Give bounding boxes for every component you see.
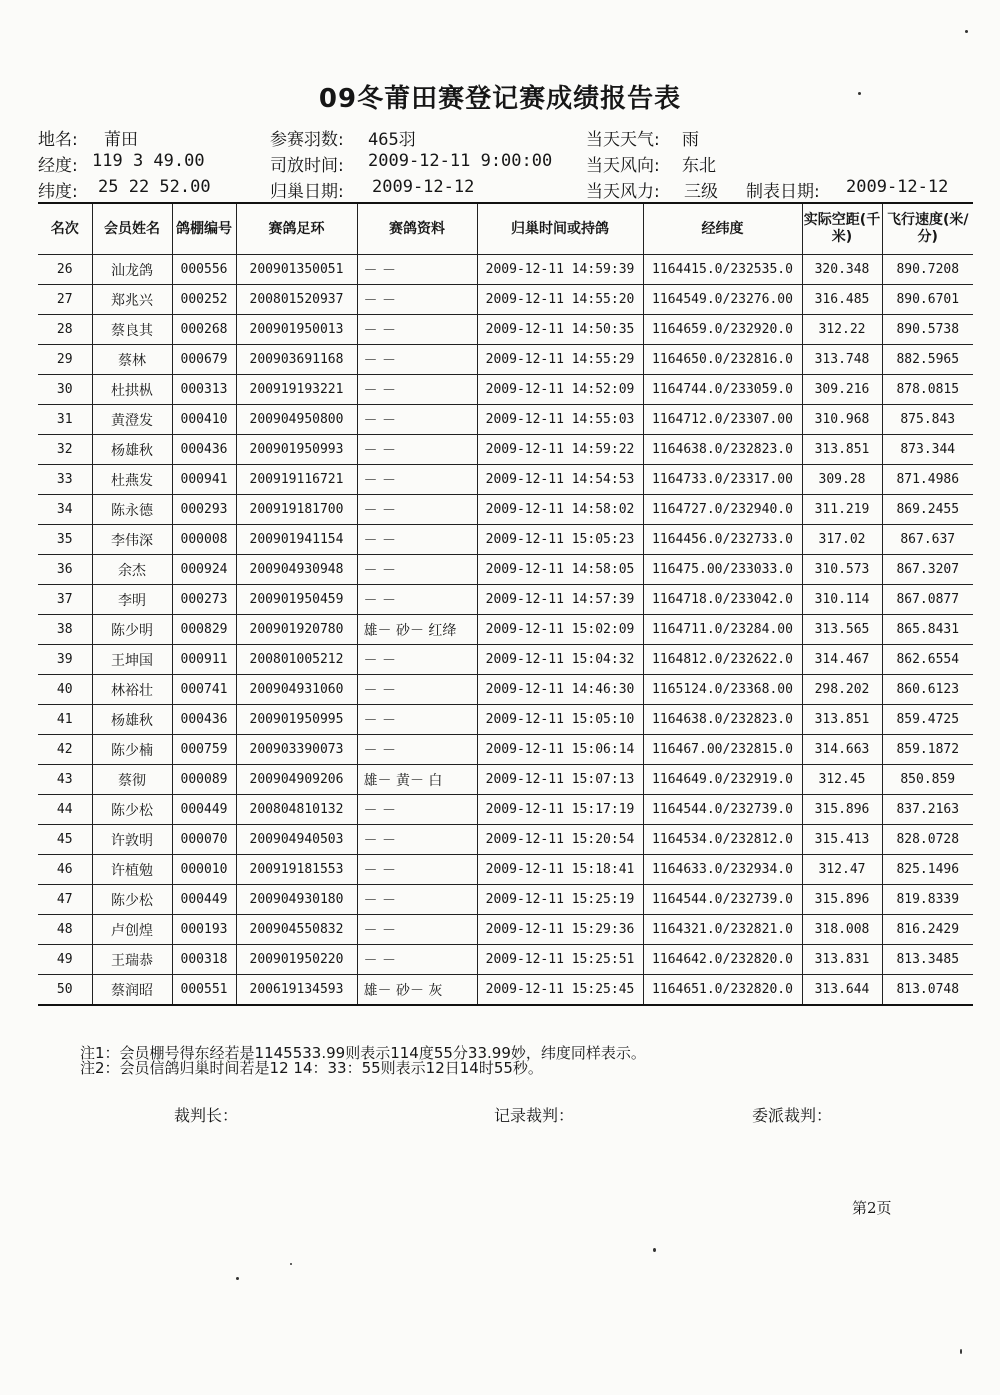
cell-member-name: 陈少明 — [92, 615, 172, 645]
made-date-value: 2009-12-12 — [846, 177, 949, 197]
cell-loft-id: 000318 — [172, 945, 236, 975]
cell-speed: 819.8339 — [882, 885, 973, 915]
cell-member-name: 卢创煌 — [92, 915, 172, 945]
return-date-value: 2009-12-12 — [372, 177, 475, 197]
cell-distance: 309.28 — [802, 465, 882, 495]
cell-loft-id: 000252 — [172, 285, 236, 315]
table-row — [38, 585, 973, 615]
cell-rank: 26 — [38, 255, 92, 285]
note-2: 注2：会员信鸽归巢时间若是12 14：33：55则表示12日14时55秒。 — [80, 1059, 543, 1077]
cell-loft-id: 000010 — [172, 855, 236, 885]
table-row — [38, 285, 973, 315]
cell-pigeon-info: － － — [357, 525, 477, 555]
col-header-coord: 经纬度 — [643, 203, 802, 255]
cell-ring-id: 200901920780 — [236, 615, 357, 645]
cell-speed: 869.2455 — [882, 495, 973, 525]
table-row — [38, 525, 973, 555]
note-1: 注1：会员棚号得东经若是1145533.99则表示114度55分33.99妙，纬度同样表示。 — [80, 1044, 646, 1062]
cell-return-time: 2009-12-11 15:20:54 — [477, 825, 643, 855]
cell-pigeon-info: － － — [357, 855, 477, 885]
cell-member-name: 杜拱枞 — [92, 375, 172, 405]
col-header-rank: 名次 — [38, 203, 92, 255]
cell-pigeon-info: － － — [357, 795, 477, 825]
cell-return-time: 2009-12-11 14:55:20 — [477, 285, 643, 315]
cell-coordinates: 1164651.0/232820.0 — [643, 975, 802, 1006]
cell-return-time: 2009-12-11 14:58:02 — [477, 495, 643, 525]
cell-rank: 50 — [38, 975, 92, 1006]
cell-coordinates: 1164650.0/232816.0 — [643, 345, 802, 375]
wind-force-value: 三级 — [684, 182, 718, 202]
release-label: 司放时间: — [270, 156, 344, 176]
cell-return-time: 2009-12-11 15:25:19 — [477, 885, 643, 915]
cell-member-name: 王坤国 — [92, 645, 172, 675]
cell-loft-id: 000941 — [172, 465, 236, 495]
cell-distance: 314.467 — [802, 645, 882, 675]
page-number: 第2页 — [852, 1199, 892, 1217]
table-row — [38, 375, 973, 405]
cell-loft-id: 000436 — [172, 435, 236, 465]
cell-member-name: 蔡彻 — [92, 765, 172, 795]
entries-value: 465羽 — [368, 130, 416, 150]
cell-member-name: 陈少松 — [92, 885, 172, 915]
cell-coordinates: 1164744.0/233059.0 — [643, 375, 802, 405]
cell-return-time: 2009-12-11 15:05:23 — [477, 525, 643, 555]
header-row-3 — [0, 177, 1000, 203]
cell-coordinates: 1164727.0/232940.0 — [643, 495, 802, 525]
cell-return-time: 2009-12-11 15:04:32 — [477, 645, 643, 675]
cell-coordinates: 1164733.0/23317.00 — [643, 465, 802, 495]
cell-rank: 30 — [38, 375, 92, 405]
cell-speed: 860.6123 — [882, 675, 973, 705]
cell-distance: 310.573 — [802, 555, 882, 585]
cell-distance: 313.851 — [802, 435, 882, 465]
wind-direction-label: 当天风向: — [586, 156, 660, 176]
cell-rank: 38 — [38, 615, 92, 645]
cell-ring-id: 200901941154 — [236, 525, 357, 555]
cell-return-time: 2009-12-11 15:05:10 — [477, 705, 643, 735]
cell-distance: 313.565 — [802, 615, 882, 645]
cell-speed: 867.3207 — [882, 555, 973, 585]
cell-distance: 312.22 — [802, 315, 882, 345]
header-row-1 — [0, 125, 1000, 151]
cell-distance: 310.968 — [802, 405, 882, 435]
report-title: 09冬莆田赛登记赛成绩报告表 — [318, 84, 682, 114]
cell-member-name: 蔡润昭 — [92, 975, 172, 1006]
cell-member-name: 蔡林 — [92, 345, 172, 375]
cell-pigeon-info: － － — [357, 495, 477, 525]
cell-coordinates: 1165124.0/23368.00 — [643, 675, 802, 705]
cell-distance: 313.748 — [802, 345, 882, 375]
cell-ring-id: 200904930180 — [236, 885, 357, 915]
cell-rank: 31 — [38, 405, 92, 435]
cell-member-name: 李明 — [92, 585, 172, 615]
cell-distance: 316.485 — [802, 285, 882, 315]
cell-speed: 859.1872 — [882, 735, 973, 765]
cell-coordinates: 1164638.0/232823.0 — [643, 705, 802, 735]
cell-ring-id: 200901950013 — [236, 315, 357, 345]
cell-ring-id: 200904930948 — [236, 555, 357, 585]
cell-speed: 837.2163 — [882, 795, 973, 825]
cell-return-time: 2009-12-11 14:55:29 — [477, 345, 643, 375]
record-judge-label: 记录裁判： — [494, 1106, 575, 1125]
cell-speed: 850.859 — [882, 765, 973, 795]
cell-return-time: 2009-12-11 14:52:09 — [477, 375, 643, 405]
cell-pigeon-info: 雄－ 砂－ 红绛 — [357, 615, 477, 645]
cell-coordinates: 1164649.0/232919.0 — [643, 765, 802, 795]
col-header-speed: 飞行速度(米/分) — [882, 203, 973, 255]
cell-coordinates: 116475.00/233033.0 — [643, 555, 802, 585]
cell-rank: 47 — [38, 885, 92, 915]
cell-rank: 28 — [38, 315, 92, 345]
longitude-value: 119 3 49.00 — [92, 151, 205, 171]
cell-rank: 41 — [38, 705, 92, 735]
entries-label: 参赛羽数: — [270, 130, 344, 150]
col-header-distance: 实际空距(千米) — [802, 203, 882, 255]
cell-member-name: 汕龙鸽 — [92, 255, 172, 285]
cell-ring-id: 200904550832 — [236, 915, 357, 945]
table-row — [38, 315, 973, 345]
cell-pigeon-info: － － — [357, 645, 477, 675]
scan-speck — [653, 1248, 656, 1252]
cell-loft-id: 000436 — [172, 705, 236, 735]
cell-rank: 48 — [38, 915, 92, 945]
cell-return-time: 2009-12-11 15:29:36 — [477, 915, 643, 945]
cell-speed: 816.2429 — [882, 915, 973, 945]
cell-rank: 43 — [38, 765, 92, 795]
wind-direction-value: 东北 — [682, 156, 716, 176]
cell-distance: 313.851 — [802, 705, 882, 735]
col-header-loft: 鸽棚编号 — [172, 203, 236, 255]
cell-distance: 315.896 — [802, 795, 882, 825]
cell-pigeon-info: － － — [357, 255, 477, 285]
cell-coordinates: 1164456.0/232733.0 — [643, 525, 802, 555]
cell-pigeon-info: － － — [357, 585, 477, 615]
cell-distance: 318.008 — [802, 915, 882, 945]
cell-loft-id: 000449 — [172, 795, 236, 825]
table-row — [38, 555, 973, 585]
cell-ring-id: 200903691168 — [236, 345, 357, 375]
cell-pigeon-info: － － — [357, 825, 477, 855]
cell-rank: 42 — [38, 735, 92, 765]
cell-distance: 320.348 — [802, 255, 882, 285]
cell-coordinates: 1164544.0/232739.0 — [643, 795, 802, 825]
table-row — [38, 345, 973, 375]
latitude-label: 纬度: — [38, 182, 78, 202]
cell-loft-id: 000273 — [172, 585, 236, 615]
cell-return-time: 2009-12-11 15:25:45 — [477, 975, 643, 1006]
return-date-label: 归巢日期: — [270, 182, 344, 202]
table-row — [38, 885, 973, 915]
cell-rank: 34 — [38, 495, 92, 525]
cell-pigeon-info: － － — [357, 735, 477, 765]
cell-rank: 29 — [38, 345, 92, 375]
cell-ring-id: 200903390073 — [236, 735, 357, 765]
cell-speed: 882.5965 — [882, 345, 973, 375]
table-row — [38, 945, 973, 975]
cell-loft-id: 000268 — [172, 315, 236, 345]
cell-speed: 890.7208 — [882, 255, 973, 285]
scan-speck — [960, 1349, 962, 1354]
cell-loft-id: 000679 — [172, 345, 236, 375]
cell-return-time: 2009-12-11 14:50:35 — [477, 315, 643, 345]
cell-member-name: 陈少楠 — [92, 735, 172, 765]
appointed-judge-label: 委派裁判： — [752, 1106, 833, 1125]
cell-coordinates: 1164544.0/232739.0 — [643, 885, 802, 915]
cell-pigeon-info: － － — [357, 285, 477, 315]
table-row — [38, 705, 973, 735]
col-header-time: 归巢时间或持鸽 — [477, 203, 643, 255]
cell-loft-id: 000089 — [172, 765, 236, 795]
cell-return-time: 2009-12-11 14:54:53 — [477, 465, 643, 495]
weather-value: 雨 — [682, 130, 699, 150]
cell-pigeon-info: － － — [357, 315, 477, 345]
chief-judge-label: 裁判长： — [174, 1106, 239, 1125]
table-row — [38, 825, 973, 855]
table-row — [38, 255, 973, 285]
scan-speck — [965, 30, 968, 33]
cell-coordinates: 1164321.0/232821.0 — [643, 915, 802, 945]
cell-distance: 312.47 — [802, 855, 882, 885]
cell-member-name: 许植勉 — [92, 855, 172, 885]
cell-loft-id: 000911 — [172, 645, 236, 675]
cell-coordinates: 1164712.0/23307.00 — [643, 405, 802, 435]
cell-pigeon-info: － － — [357, 945, 477, 975]
cell-rank: 44 — [38, 795, 92, 825]
release-time-value: 2009-12-11 9:00:00 — [368, 151, 553, 171]
cell-ring-id: 200901950993 — [236, 435, 357, 465]
cell-coordinates: 1164659.0/232920.0 — [643, 315, 802, 345]
cell-ring-id: 200919116721 — [236, 465, 357, 495]
cell-loft-id: 000556 — [172, 255, 236, 285]
cell-pigeon-info: － － — [357, 465, 477, 495]
cell-speed: 825.1496 — [882, 855, 973, 885]
cell-ring-id: 200801005212 — [236, 645, 357, 675]
longitude-label: 经度: — [38, 156, 78, 176]
cell-coordinates: 1164642.0/232820.0 — [643, 945, 802, 975]
cell-pigeon-info: 雄－ 黄－ 白 — [357, 765, 477, 795]
cell-loft-id: 000759 — [172, 735, 236, 765]
cell-rank: 45 — [38, 825, 92, 855]
cell-rank: 36 — [38, 555, 92, 585]
col-header-info: 赛鸽资料 — [357, 203, 477, 255]
table-row — [38, 435, 973, 465]
cell-distance: 312.45 — [802, 765, 882, 795]
cell-loft-id: 000924 — [172, 555, 236, 585]
cell-pigeon-info: － － — [357, 405, 477, 435]
cell-loft-id: 000293 — [172, 495, 236, 525]
table-row — [38, 765, 973, 795]
cell-ring-id: 200904909206 — [236, 765, 357, 795]
cell-pigeon-info: － － — [357, 375, 477, 405]
results-table — [38, 202, 973, 1006]
cell-rank: 33 — [38, 465, 92, 495]
cell-member-name: 林裕壮 — [92, 675, 172, 705]
cell-distance: 311.219 — [802, 495, 882, 525]
cell-distance: 314.663 — [802, 735, 882, 765]
cell-distance: 313.831 — [802, 945, 882, 975]
weather-label: 当天天气: — [586, 130, 660, 150]
cell-ring-id: 200901950459 — [236, 585, 357, 615]
table-header-row — [38, 203, 973, 255]
cell-coordinates: 116467.00/232815.0 — [643, 735, 802, 765]
cell-loft-id: 000070 — [172, 825, 236, 855]
cell-speed: 862.6554 — [882, 645, 973, 675]
latitude-value: 25 22 52.00 — [98, 177, 211, 197]
table-row — [38, 915, 973, 945]
cell-rank: 49 — [38, 945, 92, 975]
cell-pigeon-info: － － — [357, 435, 477, 465]
cell-speed: 813.3485 — [882, 945, 973, 975]
cell-distance: 317.02 — [802, 525, 882, 555]
table-row — [38, 795, 973, 825]
cell-rank: 40 — [38, 675, 92, 705]
cell-return-time: 2009-12-11 15:17:19 — [477, 795, 643, 825]
cell-return-time: 2009-12-11 15:07:13 — [477, 765, 643, 795]
made-date-label: 制表日期: — [746, 182, 820, 202]
cell-ring-id: 200804810132 — [236, 795, 357, 825]
cell-coordinates: 1164549.0/23276.00 — [643, 285, 802, 315]
cell-speed: 873.344 — [882, 435, 973, 465]
cell-distance: 298.202 — [802, 675, 882, 705]
cell-rank: 32 — [38, 435, 92, 465]
scan-speck — [858, 92, 861, 95]
wind-force-label: 当天风力: — [586, 182, 660, 202]
cell-coordinates: 1164415.0/232535.0 — [643, 255, 802, 285]
cell-coordinates: 1164638.0/232823.0 — [643, 435, 802, 465]
cell-loft-id: 000449 — [172, 885, 236, 915]
col-header-member: 会员姓名 — [92, 203, 172, 255]
cell-member-name: 杨雄秋 — [92, 435, 172, 465]
cell-distance: 315.896 — [802, 885, 882, 915]
cell-speed: 867.637 — [882, 525, 973, 555]
cell-member-name: 许敦明 — [92, 825, 172, 855]
table-row — [38, 855, 973, 885]
cell-speed: 865.8431 — [882, 615, 973, 645]
cell-speed: 867.0877 — [882, 585, 973, 615]
cell-coordinates: 1164711.0/23284.00 — [643, 615, 802, 645]
cell-member-name: 李伟深 — [92, 525, 172, 555]
cell-pigeon-info: － － — [357, 555, 477, 585]
cell-distance: 315.413 — [802, 825, 882, 855]
cell-loft-id: 000008 — [172, 525, 236, 555]
cell-speed: 890.6701 — [882, 285, 973, 315]
cell-distance: 309.216 — [802, 375, 882, 405]
cell-loft-id: 000193 — [172, 915, 236, 945]
cell-rank: 37 — [38, 585, 92, 615]
cell-ring-id: 200901350051 — [236, 255, 357, 285]
location-label: 地名: — [38, 130, 78, 150]
cell-loft-id: 000741 — [172, 675, 236, 705]
cell-member-name: 王瑞恭 — [92, 945, 172, 975]
cell-coordinates: 1164718.0/233042.0 — [643, 585, 802, 615]
table-row — [38, 405, 973, 435]
cell-member-name: 郑兆兴 — [92, 285, 172, 315]
cell-pigeon-info: 雄－ 砂－ 灰 — [357, 975, 477, 1006]
header-row-2 — [0, 151, 1000, 177]
cell-pigeon-info: － － — [357, 345, 477, 375]
cell-member-name: 蔡良其 — [92, 315, 172, 345]
cell-return-time: 2009-12-11 14:58:05 — [477, 555, 643, 585]
cell-ring-id: 200919181700 — [236, 495, 357, 525]
cell-ring-id: 200904950800 — [236, 405, 357, 435]
cell-coordinates: 1164534.0/232812.0 — [643, 825, 802, 855]
cell-member-name: 黄澄发 — [92, 405, 172, 435]
table-row — [38, 645, 973, 675]
cell-ring-id: 200901950995 — [236, 705, 357, 735]
cell-rank: 35 — [38, 525, 92, 555]
cell-speed: 875.843 — [882, 405, 973, 435]
table-row — [38, 975, 973, 1006]
table-body — [38, 255, 973, 1006]
cell-rank: 27 — [38, 285, 92, 315]
cell-speed: 871.4986 — [882, 465, 973, 495]
cell-pigeon-info: － － — [357, 675, 477, 705]
cell-member-name: 杨雄秋 — [92, 705, 172, 735]
cell-coordinates: 1164633.0/232934.0 — [643, 855, 802, 885]
cell-return-time: 2009-12-11 15:25:51 — [477, 945, 643, 975]
cell-ring-id: 200619134593 — [236, 975, 357, 1006]
cell-return-time: 2009-12-11 14:55:03 — [477, 405, 643, 435]
cell-loft-id: 000313 — [172, 375, 236, 405]
cell-member-name: 陈少松 — [92, 795, 172, 825]
cell-loft-id: 000551 — [172, 975, 236, 1006]
cell-member-name: 陈永德 — [92, 495, 172, 525]
cell-loft-id: 000410 — [172, 405, 236, 435]
cell-member-name: 余杰 — [92, 555, 172, 585]
table-row — [38, 735, 973, 765]
cell-return-time: 2009-12-11 15:18:41 — [477, 855, 643, 885]
cell-ring-id: 200904940503 — [236, 825, 357, 855]
cell-speed: 859.4725 — [882, 705, 973, 735]
location-value: 莆田 — [104, 130, 138, 150]
cell-return-time: 2009-12-11 15:02:09 — [477, 615, 643, 645]
cell-coordinates: 1164812.0/232622.0 — [643, 645, 802, 675]
cell-speed: 828.0728 — [882, 825, 973, 855]
scan-speck — [236, 1277, 239, 1280]
table-row — [38, 465, 973, 495]
cell-loft-id: 000829 — [172, 615, 236, 645]
cell-ring-id: 200904931060 — [236, 675, 357, 705]
cell-ring-id: 200901950220 — [236, 945, 357, 975]
cell-ring-id: 200801520937 — [236, 285, 357, 315]
cell-pigeon-info: － － — [357, 915, 477, 945]
cell-return-time: 2009-12-11 15:06:14 — [477, 735, 643, 765]
cell-speed: 878.0815 — [882, 375, 973, 405]
table-row — [38, 495, 973, 525]
scan-speck — [290, 1263, 292, 1265]
cell-distance: 310.114 — [802, 585, 882, 615]
cell-pigeon-info: － － — [357, 885, 477, 915]
cell-pigeon-info: － － — [357, 705, 477, 735]
table-row — [38, 675, 973, 705]
col-header-ring: 赛鸽足环 — [236, 203, 357, 255]
cell-ring-id: 200919181553 — [236, 855, 357, 885]
table-row — [38, 615, 973, 645]
cell-rank: 39 — [38, 645, 92, 675]
cell-return-time: 2009-12-11 14:57:39 — [477, 585, 643, 615]
cell-ring-id: 200919193221 — [236, 375, 357, 405]
cell-distance: 313.644 — [802, 975, 882, 1006]
cell-return-time: 2009-12-11 14:59:39 — [477, 255, 643, 285]
cell-member-name: 杜燕发 — [92, 465, 172, 495]
cell-speed: 813.0748 — [882, 975, 973, 1006]
cell-speed: 890.5738 — [882, 315, 973, 345]
cell-return-time: 2009-12-11 14:59:22 — [477, 435, 643, 465]
cell-return-time: 2009-12-11 14:46:30 — [477, 675, 643, 705]
cell-rank: 46 — [38, 855, 92, 885]
